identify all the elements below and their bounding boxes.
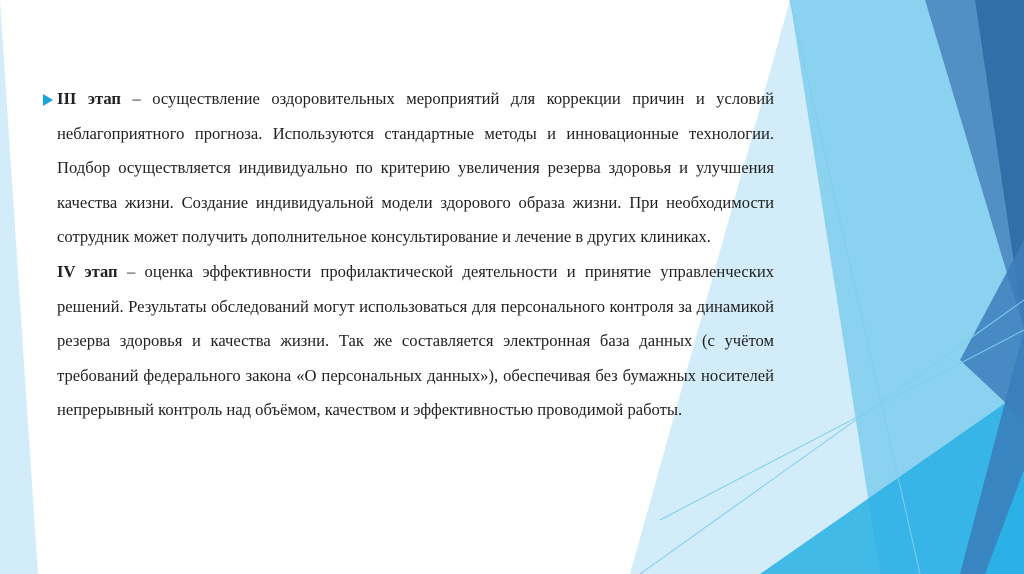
left-accent-shape	[0, 0, 38, 574]
triangle-bullet-icon	[43, 94, 53, 106]
stage-3-text: – осуществление оздоровительных мероприятий для коррекции причин и условий неблагоприятного прогноза. Используются стандартные методы и инновационные технологии. Подбор осуществляется индивидуально по критерию увеличения резерва здоровья и улучшения качества жизни. Создание индивидуальной модели здорового образа жизни. При необходимости сотрудник может получить дополнительное консультирование и лечение в других клиниках.	[57, 89, 775, 247]
paragraph-stage-3	[57, 82, 774, 255]
text-body	[57, 82, 774, 428]
stage-4-text: – оценка эффективности профилактической деятельности и принятие управленческих решений. Результаты обследований могут использоваться для персонального контроля за динамикой резерва здоровья и качества жизни. Так же составляется электронная база данных (с учётом требований федерального закона «О персональных данных»), обеспечивая без бумажных носителей непрерывный контроль над объёмом, качеством и эффективностью проводимой работы.	[57, 261, 774, 420]
stage-3-label: III этап	[57, 89, 121, 108]
stage-4-label: IV этап	[57, 261, 118, 281]
paragraph-stage-4	[57, 255, 774, 428]
